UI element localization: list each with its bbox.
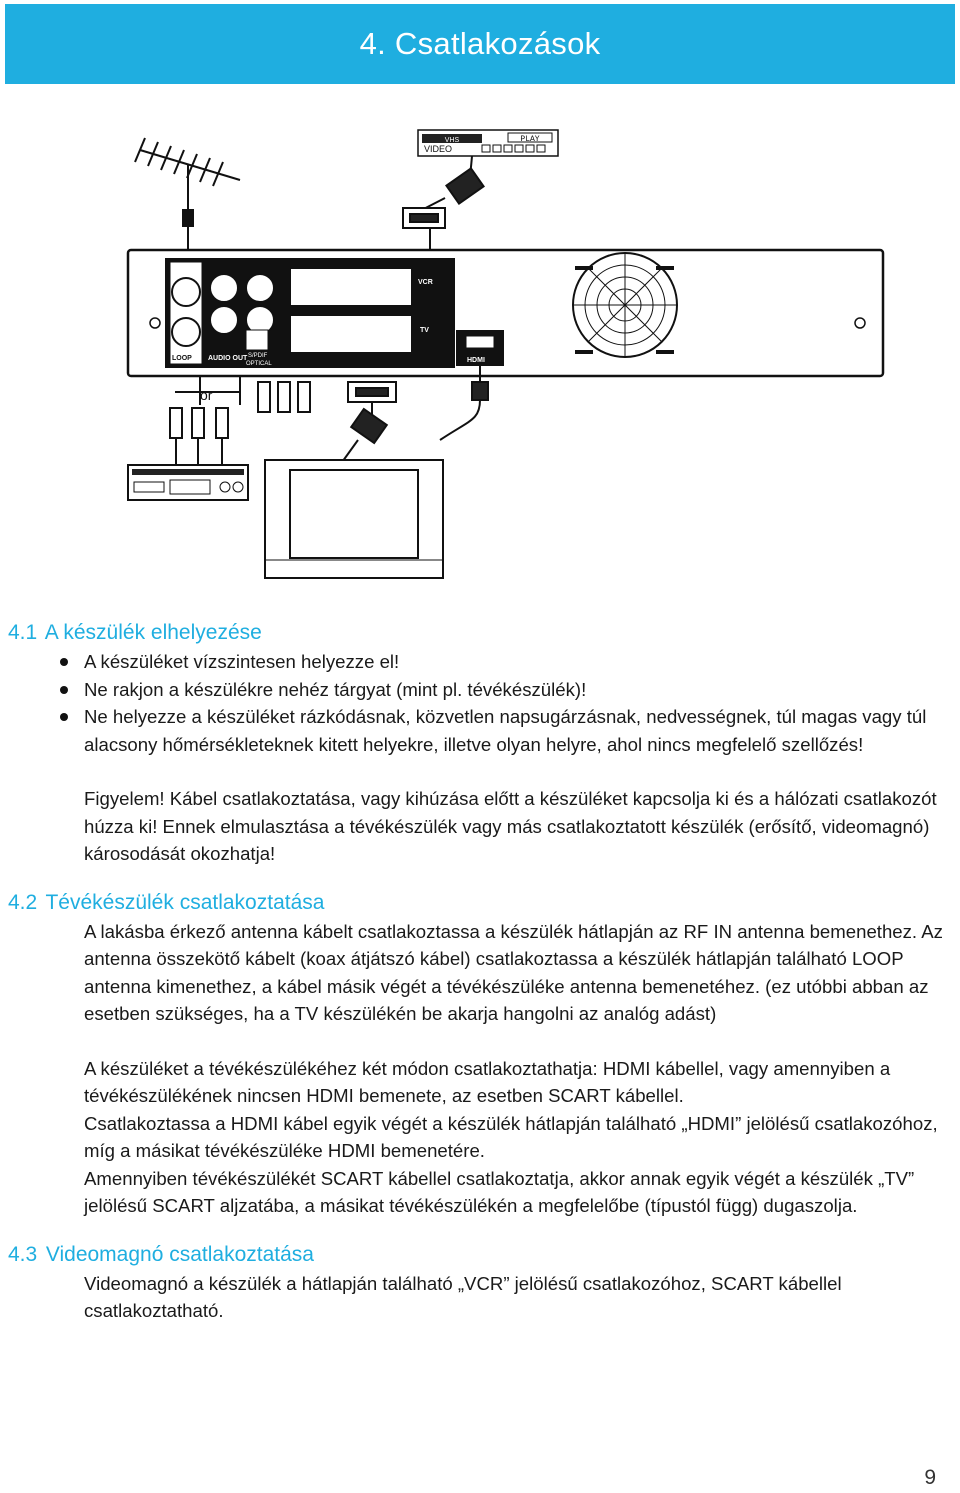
scart-cable-tv: [340, 382, 396, 465]
connection-diagram: [0, 120, 960, 580]
section-4-2-heading: [8, 888, 948, 918]
list-item: Ne helyezze a készüléket rázkódásnak, közvetlen napsugárzásnak, nedvességnek, túl magas vagy túl alacsony hőmérsékleteknek kitett helyekre, illetve olyan helyre, ahol nincs megfelelő szellőzés!: [84, 703, 948, 758]
port-label-optical: OPTICAL: [246, 361, 272, 367]
paragraph: Amennyiben tévékészülékét SCART kábellel csatlakoztatja, akkor annak egyik végét a készülék „TV” jelölésű SCART aljzatába, a másikat tévékészülékén a megfelelőbe (típustól függ) dugaszolja.: [84, 1167, 915, 1216]
section-title: Tévékészülék csatlakoztatása: [45, 890, 325, 914]
scart-cable-vcr: [403, 156, 484, 260]
paragraph: Videomagnó a készülék a hátlapján található „VCR” jelölésű csatlakozóhoz, SCART kábellel csatlakoztatható.: [84, 1272, 842, 1321]
chapter-title: 4. Csatlakozások: [359, 26, 601, 61]
vcr-brand-label: VHS: [444, 137, 460, 144]
port-label-hdmi: HDMI: [467, 357, 485, 364]
section-number: 4.2: [8, 890, 38, 914]
list-item: Ne rakjon a készülékre nehéz tárgyat (mint pl. tévékészülék)!: [84, 676, 948, 704]
paragraph: A lakásba érkező antenna kábelt csatlakoztassa a készülék hátlapján az RF IN antenna bemenethez. Az antenna összekötő kábelt (koax átjátszó kábel) csatlakoztassa a készülék hátlapján található LOOP antenna kimenethez, a kábel másik végét a tévékészüléke antenna bemenetéhez. (ez utóbbi abban az esetben szükséges, ha a TV készülékén be akarja hangolni az analóg adást): [84, 920, 943, 1024]
section-4-3-heading: [8, 1240, 948, 1270]
section-4-1-heading: [8, 618, 948, 648]
section-title: A készülék elhelyezése: [44, 621, 262, 644]
chapter-header: [5, 4, 955, 84]
or-label: or: [200, 387, 213, 403]
rca-cables: [170, 376, 310, 465]
warning-paragraph: Figyelem! Kábel csatlakoztatása, vagy kihúzása előtt a készüléket kapcsolja ki és a hálózati csatlakozót húzza ki! Ennek elmulasztása a tévékészülék vagy más csatlakoztatott készülék (erősítő, videomagnó) károsodását okozhatja!: [84, 788, 937, 864]
section-number: 4.1: [8, 621, 38, 644]
placement-rules-list: [8, 648, 948, 758]
page-number: 9: [924, 1466, 936, 1489]
page-content: [8, 618, 948, 1325]
section-number: 4.3: [8, 1242, 38, 1266]
vcr-label: VIDEO: [424, 144, 453, 154]
port-label-spdif: S/PDIF: [248, 353, 268, 359]
section-title: Videomagnó csatlakoztatása: [45, 1242, 314, 1266]
vcr-display: PLAY: [520, 135, 540, 144]
port-label-rf-in: RF IN: [172, 266, 191, 273]
receiver-back-panel: [128, 250, 883, 376]
paragraph: A készüléket a tévékészülékéhez két módon csatlakoztathatja: HDMI kábellel, vagy amennyiben a tévékészülékének nincsen HDMI bemenete, az esetben SCART kábellel.: [84, 1057, 891, 1106]
port-label-vcr: VCR: [418, 279, 433, 286]
port-label-audio-out: AUDIO OUT: [208, 355, 248, 362]
port-label-tv: TV: [420, 327, 429, 334]
amplifier-icon: [128, 465, 248, 500]
port-label-loop: LOOP: [172, 355, 192, 362]
paragraph: Csatlakoztassa a HDMI kábel egyik végét a készülék hátlapján található „HDMI” jelölésű csatlakozóhoz, míg a másikat tévékészüléke HDMI bemenetére.: [84, 1112, 938, 1161]
vcr-device-icon: [418, 130, 558, 156]
list-item: A készüléket vízszintesen helyezze el!: [84, 648, 948, 676]
television-icon: [265, 460, 443, 578]
antenna-icon: [135, 138, 240, 260]
